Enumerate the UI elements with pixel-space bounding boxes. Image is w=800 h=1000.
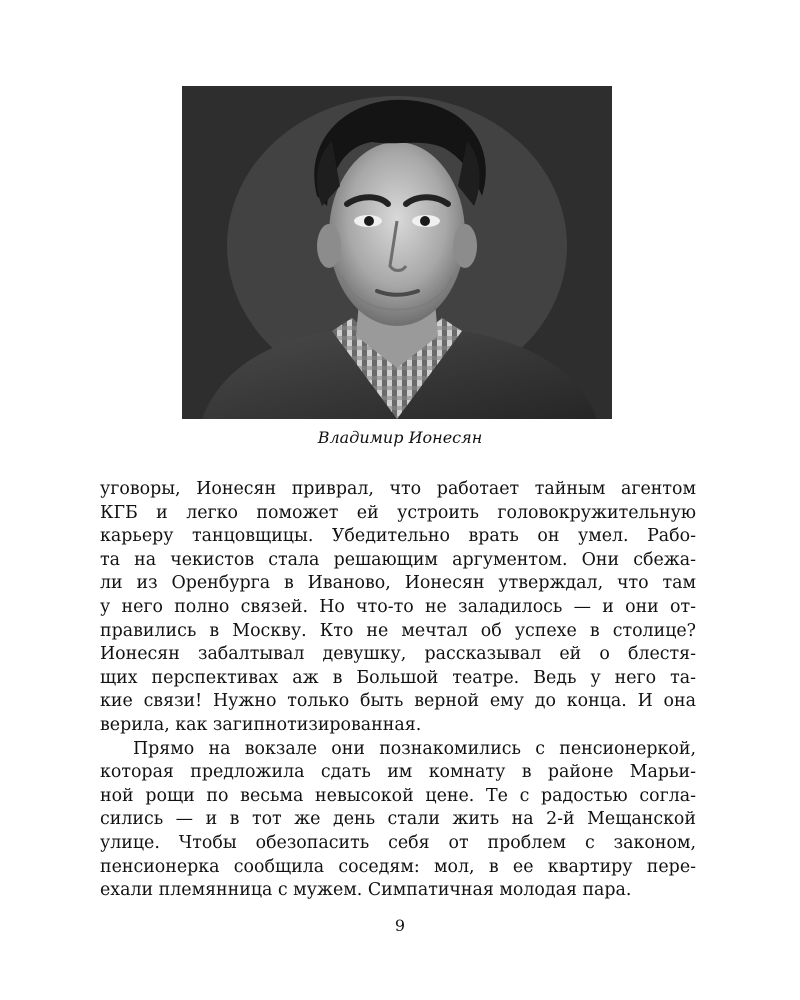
body-text — [100, 478, 696, 903]
text-line: кие связи! Нужно только быть верной ему до конца. И она — [100, 691, 696, 712]
text-line: КГБ и легко поможет ей устроить головокружительную — [100, 502, 696, 523]
text-line: пенсионерка сообщила соседям: мол, в ее квартиру пере- — [100, 856, 696, 877]
text-line: Ионесян забалтывал девушку, рассказывал ей о блестя- — [100, 644, 696, 665]
text-line: уговоры, Ионесян приврал, что работает тайным агентом — [100, 479, 696, 499]
text-line: сились — и в тот же день стали жить на 2-й Мещанской — [100, 809, 696, 830]
text-line: у него полно связей. Но что-то не заладилось — и они от- — [100, 596, 696, 617]
page-number: 9 — [394, 916, 406, 935]
text-line: верила, как загипнотизированная. — [100, 714, 422, 735]
photo-caption: Владимир Ионесян — [317, 428, 483, 447]
text-line: ли из Оренбурга в Иваново, Ионесян утверждал, что там — [100, 573, 696, 594]
text-line: ехали племянница с мужем. Симпатичная молодая пара. — [100, 880, 632, 901]
text-line: правились в Москву. Кто не мечтал об успехе в столице? — [100, 620, 696, 641]
text-line: та на чекистов стала решающим аргументом. Они сбежа- — [100, 549, 696, 570]
portrait-photo — [182, 86, 612, 419]
text-line: ной рощи по весьма невысокой цене. Те с радостью согла- — [100, 785, 696, 806]
text-line: щих перспективах аж в Большой театре. Ведь у него та- — [100, 667, 696, 688]
text-line: которая предложила сдать им комнату в районе Марьи- — [100, 762, 696, 783]
text-line: карьеру танцовщицы. Убедительно врать он умел. Рабо- — [100, 526, 696, 547]
text-line: улице. Чтобы обезопасить себя от проблем с законом, — [100, 832, 696, 853]
text-line: Прямо на вокзале они познакомились с пенсионеркой, — [133, 738, 696, 759]
